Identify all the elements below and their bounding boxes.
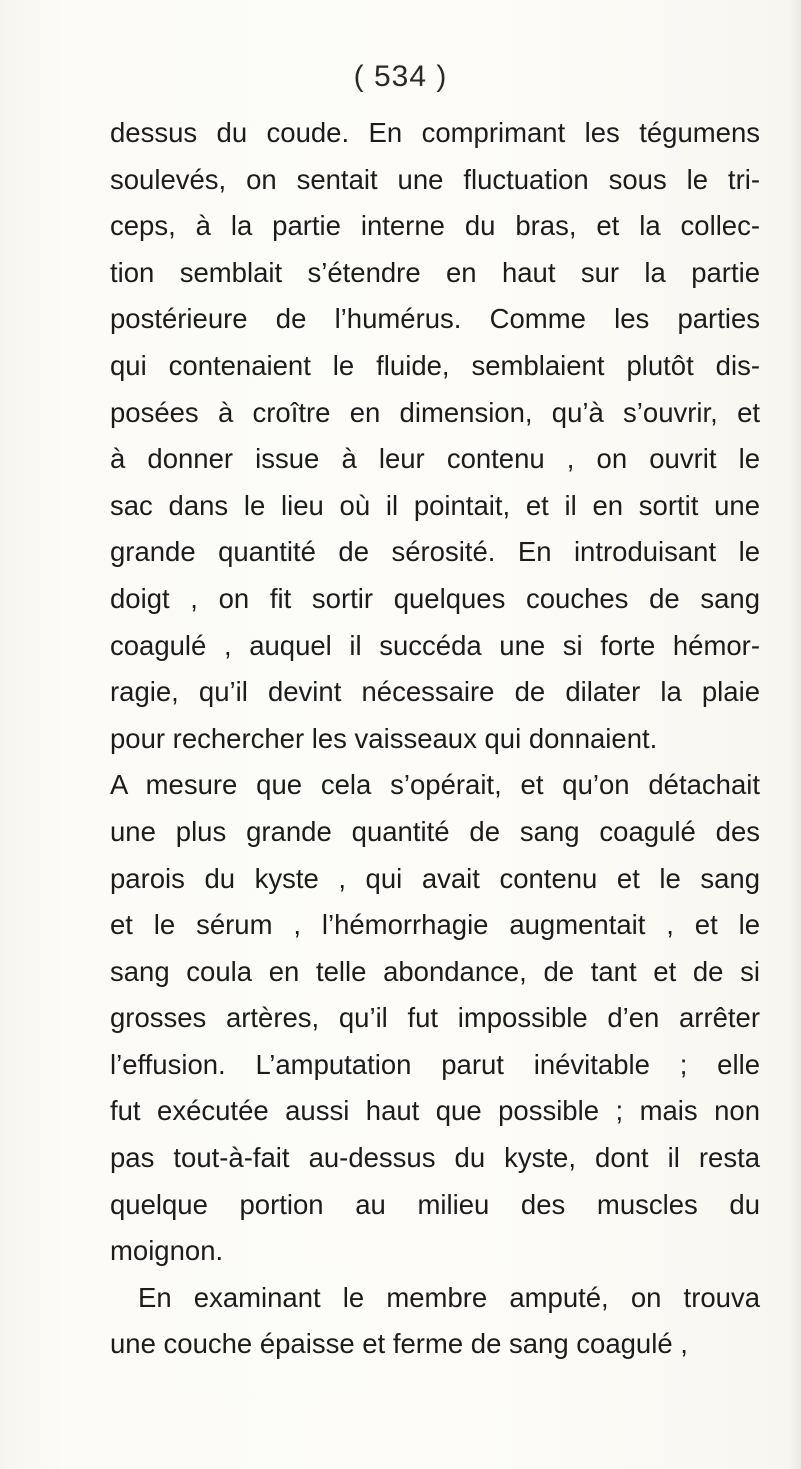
text-line: à donner issue à leur contenu , on ouvrit le xyxy=(110,443,760,475)
page-edge-shadow xyxy=(789,0,801,1469)
text-line: pour rechercher les vaisseaux qui donnaient. xyxy=(110,722,658,754)
text-line: quelque portion au milieu des muscles du xyxy=(110,1188,760,1220)
text-line: une couche épaisse et ferme de sang coagulé , xyxy=(110,1328,688,1360)
text-line: pas tout-à-fait au-dessus du kyste, dont il resta xyxy=(110,1142,760,1174)
text-line: grosses artères, qu’il fut impossible d’en arrêter xyxy=(110,1002,760,1034)
text-line: doigt , on fit sortir quelques couches de sang xyxy=(110,582,760,614)
text-line: coagulé , auquel il succéda une si forte hémor- xyxy=(110,629,760,661)
text-line: qui contenaient le fluide, semblaient plutôt dis- xyxy=(110,349,760,381)
text-line: En examinant le membre amputé, on trouva xyxy=(138,1281,760,1313)
text-line: postérieure de l’humérus. Comme les parties xyxy=(110,303,760,335)
text-line: dessus du coude. En comprimant les tégumens xyxy=(110,117,760,148)
text-line: moignon. xyxy=(110,1235,224,1267)
text-line: une plus grande quantité de sang coagulé des xyxy=(110,815,760,847)
body-text xyxy=(110,110,760,1368)
text-line: soulevés, on sentait une fluctuation sous le tri- xyxy=(110,163,760,195)
page-number: ( 534 ) xyxy=(353,60,448,93)
text-line: parois du kyste , qui avait contenu et le sang xyxy=(110,862,760,894)
text-line: A mesure que cela s’opérait, et qu’on détachait xyxy=(110,769,760,801)
text-line: et le sérum , l’hémorrhagie augmentait , et le xyxy=(110,909,760,941)
text-line: tion semblait s’étendre en haut sur la partie xyxy=(110,256,760,288)
text-line: l’effusion. L’amputation parut inévitable ; elle xyxy=(110,1048,760,1080)
text-line: sac dans le lieu où il pointait, et il en sortit une xyxy=(110,489,760,521)
text-line: ragie, qu’il devint nécessaire de dilater la plaie xyxy=(110,676,760,708)
text-line: ceps, à la partie interne du bras, et la collec- xyxy=(110,210,760,242)
text-line: posées à croître en dimension, qu’à s’ouvrir, et xyxy=(110,396,760,428)
text-line: fut exécutée aussi haut que possible ; mais non xyxy=(110,1095,760,1127)
text-line: grande quantité de sérosité. En introduisant le xyxy=(110,536,760,568)
text-line: sang coula en telle abondance, de tant et de si xyxy=(110,955,760,987)
